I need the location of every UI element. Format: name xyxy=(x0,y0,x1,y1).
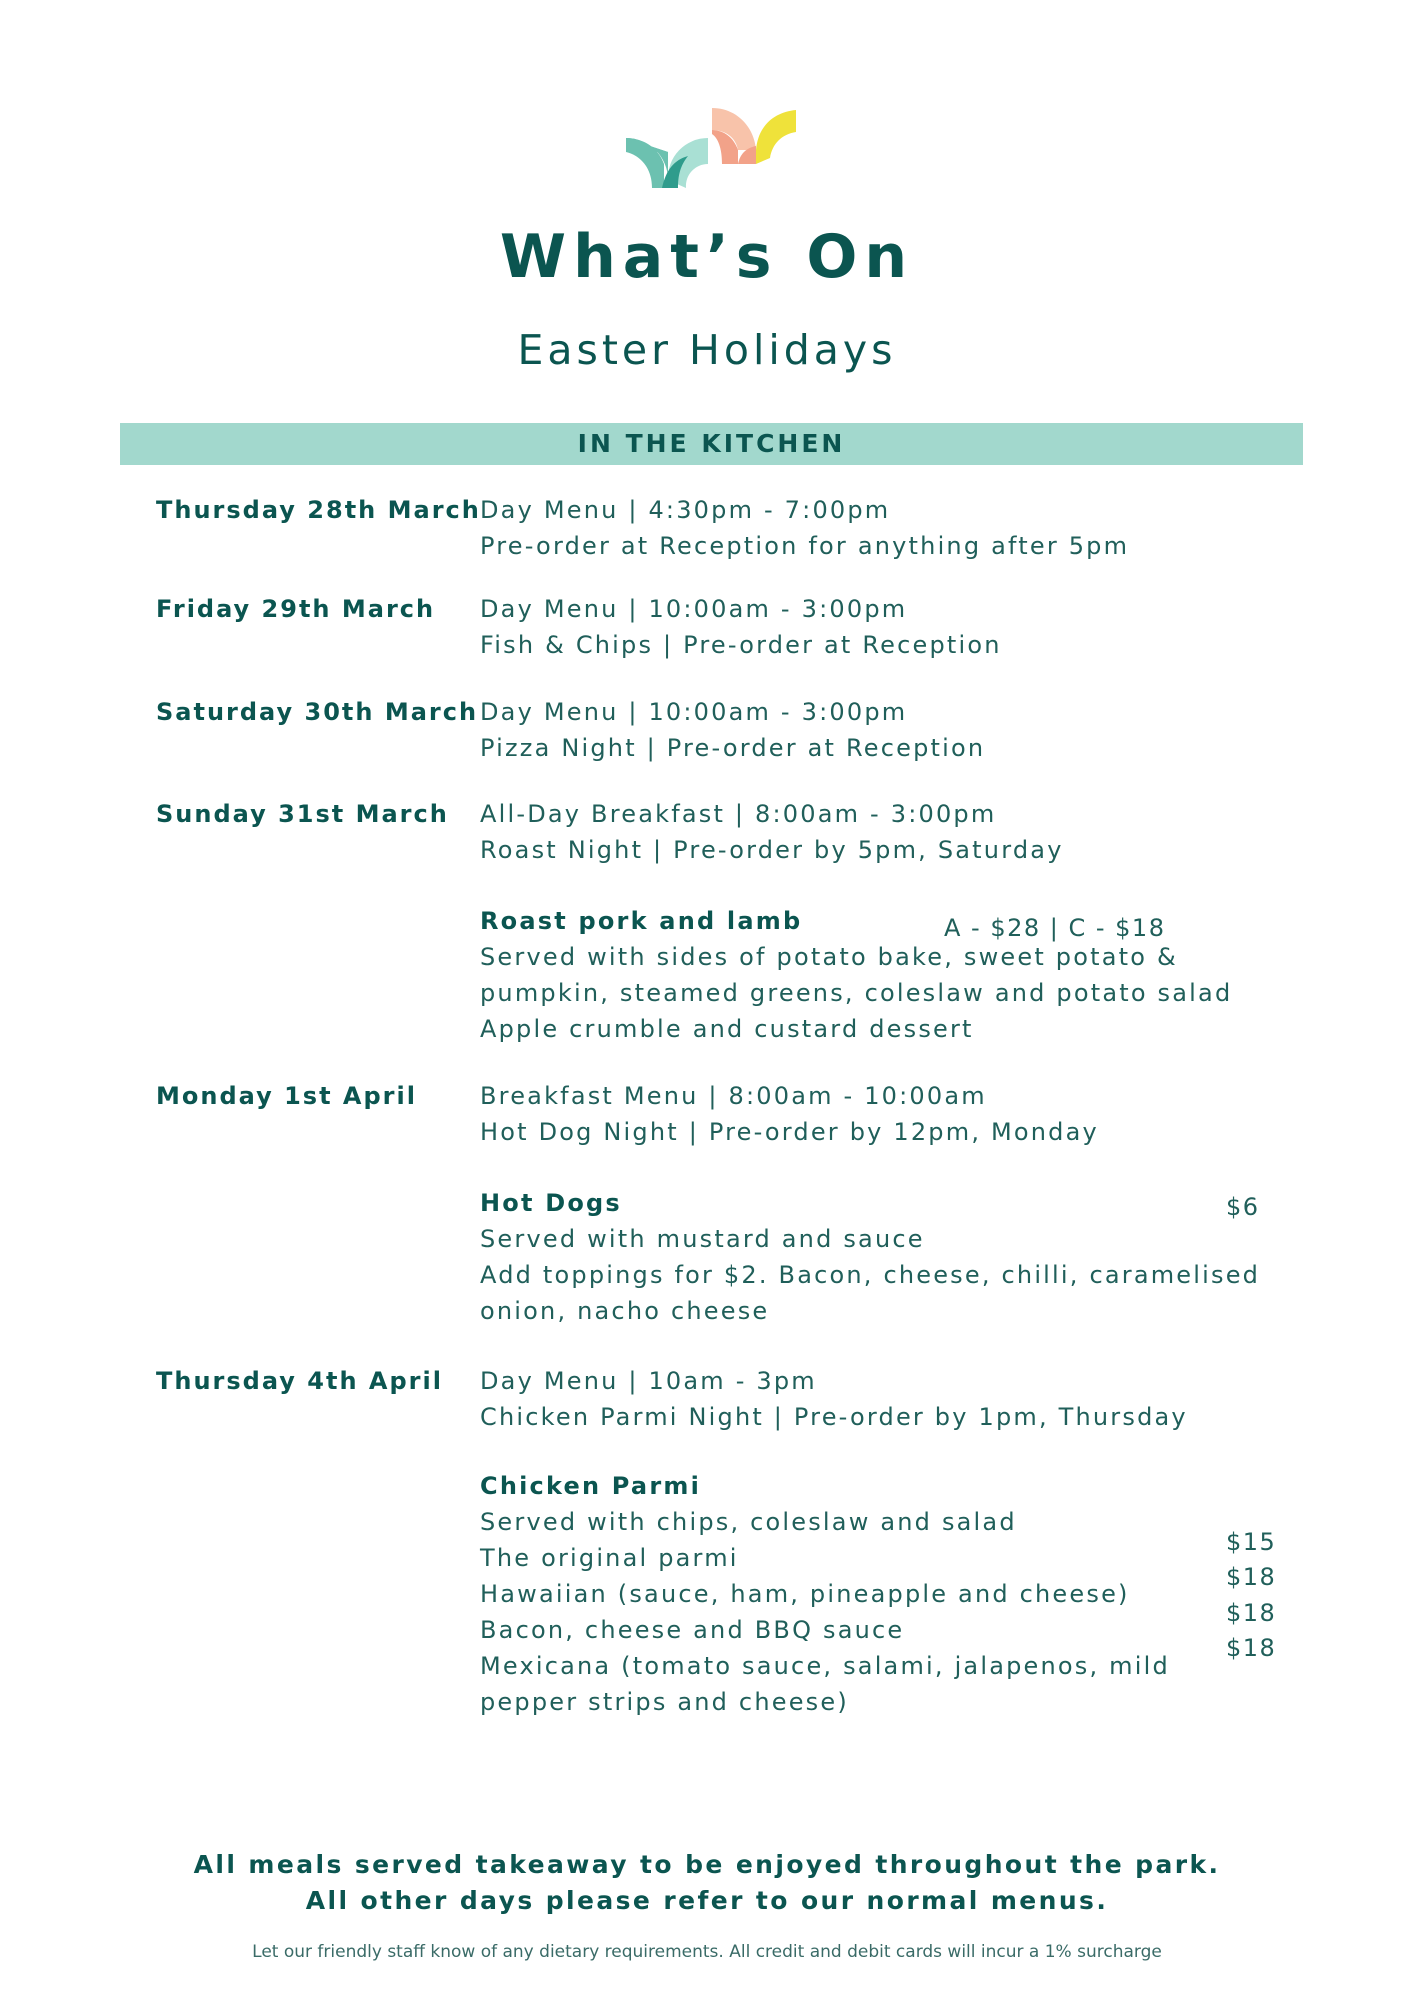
day-label: Friday 29th March xyxy=(156,595,436,623)
menu-item-name: Hot Dogs xyxy=(480,1189,622,1217)
day-label: Monday 1st April xyxy=(156,1082,417,1110)
menu-item-price: $6 xyxy=(1226,1193,1260,1221)
menu-item-desc: Served with sides of potato bake, sweet potato & xyxy=(480,943,1178,971)
schedule-line: Breakfast Menu | 8:00am - 10:00am xyxy=(480,1082,987,1110)
menu-item-desc: Served with mustard and sauce xyxy=(480,1225,925,1253)
schedule-line: Day Menu | 10am - 3pm xyxy=(480,1367,817,1395)
schedule-line: Day Menu | 10:00am - 3:00pm xyxy=(480,595,908,623)
schedule-line: Hot Dog Night | Pre-order by 12pm, Monday xyxy=(480,1118,1099,1146)
schedule-line: Pre-order at Reception for anything after 5pm xyxy=(480,532,1130,560)
menu-item-price: $18 xyxy=(1226,1599,1277,1627)
menu-item-price: $18 xyxy=(1226,1563,1277,1591)
schedule-line: Fish & Chips | Pre-order at Reception xyxy=(480,631,1002,659)
menu-item-name: Roast pork and lamb xyxy=(480,907,803,935)
menu-item-desc: Apple crumble and custard dessert xyxy=(480,1015,974,1043)
menu-item-name: Chicken Parmi xyxy=(480,1472,701,1500)
page-title: What’s On xyxy=(499,222,915,292)
menu-item-desc: Add toppings for $2. Bacon, cheese, chilli, caramelised xyxy=(480,1261,1261,1289)
menu-item-price: A - $28 | C - $18 xyxy=(944,914,1166,942)
menu-item-price: $15 xyxy=(1226,1528,1277,1556)
menu-item-desc: Bacon, cheese and BBQ sauce xyxy=(480,1616,905,1644)
day-label: Thursday 28th March xyxy=(156,496,481,524)
menu-item-desc: Mexicana (tomato sauce, salami, jalapenos, mild xyxy=(480,1652,1170,1680)
menu-item-price: $18 xyxy=(1226,1634,1277,1662)
menu-item-desc: The original parmi xyxy=(480,1544,739,1572)
footer-line-2: All other days please refer to our normal menus. xyxy=(305,1886,1109,1915)
menu-item-desc: Hawaiian (sauce, ham, pineapple and cheese) xyxy=(480,1580,1130,1608)
menu-item-desc: pepper strips and cheese) xyxy=(480,1688,849,1716)
menu-item-desc: pumpkin, steamed greens, coleslaw and potato salad xyxy=(480,979,1233,1007)
footer-note: Let our friendly staff know of any dietary requirements. All credit and debit cards will incur a 1% surcharge xyxy=(252,1942,1162,1962)
menu-item-desc: onion, nacho cheese xyxy=(480,1297,770,1325)
page-subtitle: Easter Holidays xyxy=(517,326,897,374)
schedule-line: All-Day Breakfast | 8:00am - 3:00pm xyxy=(480,800,997,828)
day-label: Saturday 30th March xyxy=(156,698,479,726)
day-label: Sunday 31st March xyxy=(156,800,449,828)
section-banner: IN THE KITCHEN xyxy=(120,423,1303,465)
day-label: Thursday 4th April xyxy=(156,1367,443,1395)
schedule-line: Chicken Parmi Night | Pre-order by 1pm, Thursday xyxy=(480,1403,1188,1431)
logo-arches-icon xyxy=(626,104,796,188)
menu-item-desc: Served with chips, coleslaw and salad xyxy=(480,1508,1017,1536)
schedule-line: Day Menu | 4:30pm - 7:00pm xyxy=(480,496,891,524)
schedule-line: Pizza Night | Pre-order at Reception xyxy=(480,734,986,762)
footer-line-1: All meals served takeaway to be enjoyed throughout the park. xyxy=(193,1850,1221,1879)
schedule-line: Roast Night | Pre-order by 5pm, Saturday xyxy=(480,836,1064,864)
schedule-line: Day Menu | 10:00am - 3:00pm xyxy=(480,698,908,726)
